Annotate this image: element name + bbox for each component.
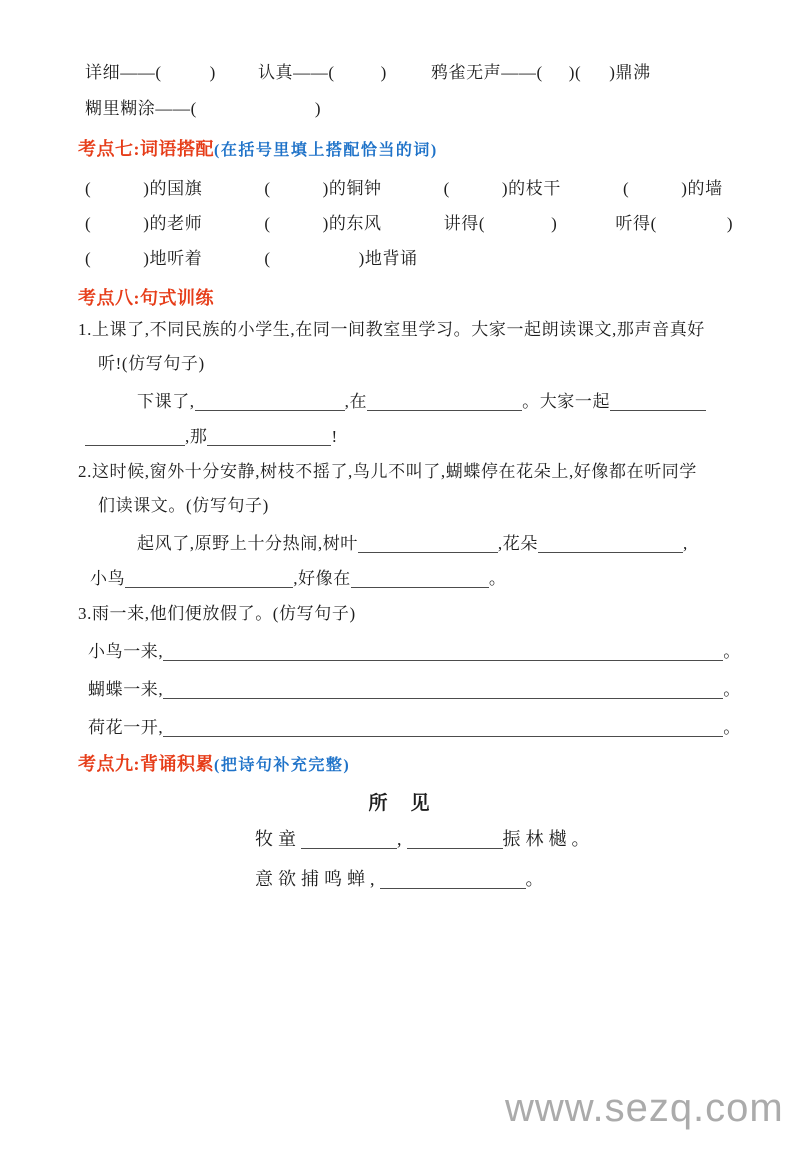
section8-item1-text-1	[78, 317, 705, 343]
spacer	[91, 193, 143, 194]
fill-blank	[367, 391, 522, 411]
section9-heading-text: (把诗句补充完整)	[214, 757, 351, 774]
fill-blank	[538, 533, 683, 553]
synonym-antonym-line-text: 详细——(	[85, 63, 162, 82]
spacer	[162, 77, 210, 78]
section7-row-1-text: )的国旗	[143, 179, 203, 198]
section7-row-1-text: )的铜钟	[322, 179, 382, 198]
section8-heading-text: 考点八:句式训练	[78, 288, 214, 308]
fill-blank	[610, 391, 706, 411]
poem-line-2-text: 意欲捕鸣蝉,	[255, 869, 380, 889]
spacer	[382, 193, 444, 194]
section8-item3-fill-2-text: 蝴蝶一来,	[88, 680, 164, 699]
section8-item2-fill-1-text: ,花朵	[497, 534, 538, 553]
spacer	[197, 113, 315, 114]
fill-blank	[407, 829, 503, 849]
synonym-antonym-line-text: 鸦雀无声——(	[430, 63, 543, 82]
spacer	[657, 228, 727, 229]
poem-line-1-text: ,	[397, 829, 407, 849]
section8-item1-fill-1-text: 下课了,	[137, 392, 195, 411]
section7-row-1-text: (	[85, 179, 92, 198]
spacer	[202, 263, 264, 264]
section7-heading-text: (在括号里填上搭配恰当的词)	[214, 142, 438, 159]
hulihutu-line-text: )	[314, 99, 322, 118]
section8-item3-text-text: 3.雨一来,他们便放假了。(仿写句子)	[78, 604, 356, 623]
section8-item2-fill-2	[90, 566, 506, 592]
hulihutu-line	[85, 96, 321, 122]
fill-blank	[195, 391, 345, 411]
section8-item3-fill-2-text: 。	[723, 680, 741, 699]
fill-blank	[301, 829, 397, 849]
section7-row-3-text: (	[264, 249, 271, 268]
section7-row-3-text: )地听着	[143, 249, 203, 268]
fill-blank	[358, 533, 498, 553]
poem-title	[0, 791, 800, 817]
spacer	[485, 228, 551, 229]
poem-title-text: 所 见	[368, 793, 432, 814]
fill-blank	[351, 568, 489, 588]
section8-item3-fill-1-text: 。	[723, 642, 741, 661]
poem-line-2-text: 。	[525, 869, 549, 889]
section8-item2-fill-1	[137, 531, 688, 557]
poem-line-2	[255, 866, 549, 892]
fill-blank	[163, 679, 723, 699]
fill-blank	[163, 641, 723, 661]
spacer	[561, 193, 623, 194]
section7-row-3-text: )地背诵	[358, 249, 418, 268]
section8-item3-fill-3-text: 。	[723, 718, 741, 737]
section8-item2-text-2	[98, 493, 269, 519]
section7-row-1-text: (	[264, 179, 271, 198]
section8-item2-fill-1-text: ,	[682, 534, 688, 553]
section7-heading	[78, 136, 438, 164]
spacer	[382, 228, 444, 229]
synonym-antonym-line-text: )	[380, 63, 387, 82]
section8-item1-fill-1-text: 。大家一起	[522, 392, 611, 411]
section7-row-2-text: )	[726, 214, 734, 233]
section8-item1-text-2-text: 听!(仿写句子)	[98, 354, 205, 373]
section8-item2-text-1	[78, 459, 697, 485]
section8-item3-fill-3-text: 荷花一开,	[88, 718, 164, 737]
section7-row-2-text: 讲得(	[443, 214, 486, 233]
fill-blank	[380, 869, 526, 889]
spacer	[91, 228, 143, 229]
spacer	[335, 77, 381, 78]
spacer	[629, 193, 681, 194]
section8-item2-fill-1-text: 起风了,原野上十分热闹,树叶	[137, 534, 358, 553]
poem-line-1	[255, 826, 595, 852]
fill-blank	[125, 568, 293, 588]
hulihutu-line-text: 糊里糊涂——(	[85, 99, 197, 118]
section8-item1-fill-2-text: !	[331, 427, 338, 446]
section8-item2-fill-2-text: 。	[488, 569, 507, 588]
spacer	[450, 193, 502, 194]
synonym-antonym-line-text: 认真——(	[257, 63, 335, 82]
watermark: www.sezq.com	[505, 1086, 784, 1130]
section8-item3-fill-2	[88, 677, 741, 703]
section8-item3-text	[78, 601, 356, 627]
section8-item3-fill-1-text: 小鸟一来,	[88, 642, 164, 661]
spacer	[387, 77, 431, 78]
section7-row-2-text: (	[85, 214, 92, 233]
section8-item2-text-1-text: 2.这时候,窗外十分安静,树枝不摇了,鸟儿不叫了,蝴蝶停在花朵上,好像都在听同学	[78, 462, 697, 481]
section9-heading-text: 考点九:背诵积累	[78, 754, 214, 774]
fill-blank	[207, 426, 331, 446]
spacer	[91, 263, 143, 264]
poem-line-1-text: 振林樾。	[502, 829, 595, 849]
section8-item1-fill-1	[137, 389, 706, 415]
synonym-antonym-line-text: )	[209, 63, 216, 82]
fill-blank	[85, 426, 185, 446]
section8-item2-fill-2-text: 小鸟	[90, 569, 126, 588]
spacer	[202, 228, 264, 229]
section7-row-1-text: )的墙	[681, 179, 723, 198]
spacer	[271, 193, 323, 194]
section7-row-2	[85, 211, 733, 237]
synonym-antonym-line-text: )(	[568, 63, 582, 82]
spacer	[202, 193, 264, 194]
section7-row-3-text: (	[85, 249, 92, 268]
section8-item1-fill-2-text: ,那	[185, 427, 208, 446]
section8-item2-text-2-text: 们读课文。(仿写句子)	[98, 496, 269, 515]
section7-row-2-text: )的东风	[322, 214, 382, 233]
section7-row-1-text: (	[443, 179, 450, 198]
section7-row-2-text: 听得(	[615, 214, 657, 233]
section8-item3-fill-1	[88, 639, 741, 665]
section8-item2-fill-2-text: ,好像在	[293, 569, 351, 588]
section7-row-2-text: )的老师	[143, 214, 203, 233]
section8-item1-text-1-text: 1.上课了,不同民族的小学生,在同一间教室里学习。大家一起朗读课文,那声音真好	[78, 320, 705, 339]
spacer	[216, 77, 258, 78]
section8-item1-fill-2	[85, 424, 338, 450]
section7-row-3	[85, 246, 418, 272]
section7-row-1	[85, 176, 723, 202]
synonym-antonym-line	[85, 60, 651, 86]
section9-heading	[78, 751, 350, 779]
section8-item1-text-2	[98, 351, 205, 377]
section8-item3-fill-3	[88, 715, 741, 741]
spacer	[271, 228, 323, 229]
poem-line-1-text: 牧童	[255, 829, 301, 849]
spacer	[543, 77, 569, 78]
section7-row-1-text: (	[622, 179, 630, 198]
spacer	[557, 228, 615, 229]
section8-heading	[78, 285, 214, 311]
synonym-antonym-line-text: )鼎沸	[609, 63, 651, 82]
fill-blank	[163, 717, 723, 737]
spacer	[581, 77, 609, 78]
section7-row-1-text: )的枝干	[501, 179, 561, 198]
section7-row-2-text: )	[551, 214, 558, 233]
section7-row-2-text: (	[264, 214, 271, 233]
section8-item1-fill-1-text: ,在	[344, 392, 368, 411]
section7-heading-text: 考点七:词语搭配	[78, 139, 214, 159]
spacer	[271, 263, 359, 264]
